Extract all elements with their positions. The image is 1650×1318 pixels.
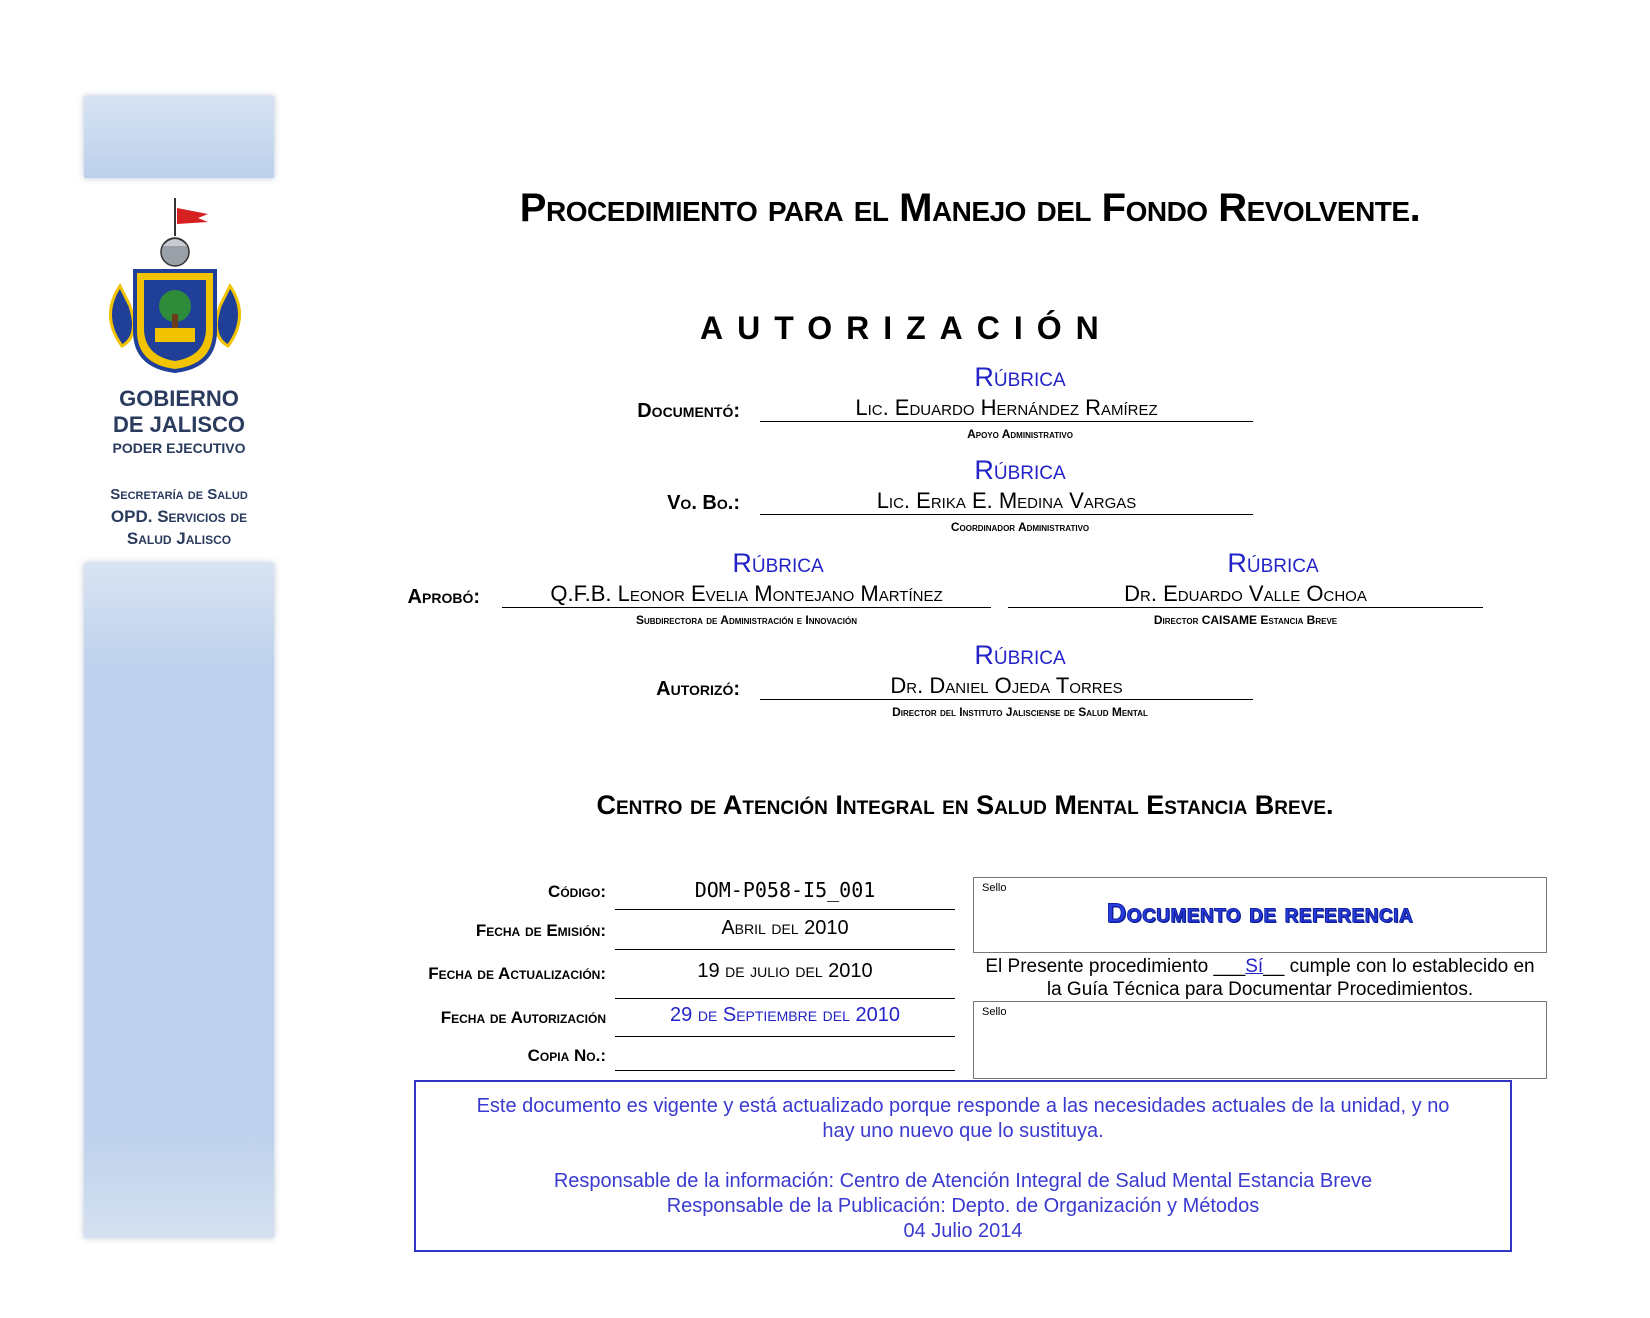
codigo-label: Código:	[548, 882, 606, 901]
codigo-value: DOM-P058-I5_001	[615, 878, 955, 910]
documento-name: Lic. Eduardo Hernández Ramírez	[760, 395, 1253, 422]
sello-label-top: Sello	[982, 882, 1007, 894]
autorizacion-value: 29 de Septiembre del 2010	[615, 1004, 955, 1037]
copia-label: Copia No.:	[527, 1046, 606, 1065]
rubrica-documento: Rúbrica	[974, 362, 1066, 392]
rubrica-vobo: Rúbrica	[974, 455, 1066, 485]
responsable-informacion: Responsable de la información: Centro de Atención Integral de Salud Mental Estancia Breve	[553, 1170, 1373, 1192]
vobo-label: Vo. Bo.:	[667, 492, 740, 514]
page-title: Procedimiento para el Manejo del Fondo Revolvente.	[519, 186, 1421, 230]
responsable-publicacion: Responsable de la Publicación: Depto. de Organización y Métodos	[666, 1195, 1260, 1217]
publication-date: 04 Julio 2014	[903, 1220, 1023, 1242]
aprobo-right-position: Director CAISAME Estancia Breve	[1153, 613, 1338, 627]
aprobo-left-name: Q.F.B. Leonor Evelia Montejano Martínez	[502, 581, 991, 608]
jalisco-coat-of-arms-logo	[100, 196, 250, 378]
rubrica-autorizo: Rúbrica	[974, 640, 1066, 670]
government-name: GOBIERNO DE JALISCO	[112, 386, 246, 437]
aprobo-label: Aprobó:	[407, 586, 480, 608]
vigencia-line1: Este documento es vigente y está actualizado porque responde a las necesidades actuales de la unidad, y no	[476, 1095, 1450, 1117]
copia-value	[615, 1040, 955, 1071]
autorizo-position: Director del Instituto Jalisciense de Salud Mental	[892, 705, 1148, 719]
autorizacion-heading: AUTORIZACIÓN	[700, 310, 1113, 346]
sello-box-top	[973, 877, 1547, 953]
vobo-name: Lic. Erika E. Medina Vargas	[760, 488, 1253, 515]
presente-statement: El Presente procedimiento ___Sí__ cumple con lo establecido en la Guía Técnica para Documentar Procedimientos.	[985, 956, 1535, 1000]
government-branch: PODER EJECUTIVO	[112, 440, 246, 456]
si-answer: Sí	[1245, 956, 1264, 977]
vigencia-line2: hay uno nuevo que lo sustituya.	[822, 1120, 1104, 1142]
aprobo-right-name: Dr. Eduardo Valle Ochoa	[1008, 581, 1483, 608]
vigencia-footer-box	[414, 1080, 1512, 1252]
secretaria-label: Secretaría de Salud OPD. Servicios de Salud Jalisco	[110, 486, 248, 548]
rubrica-aprobo-left: Rúbrica	[732, 548, 824, 578]
aprobo-left-position: Subdirectora de Administración e Innovación	[635, 613, 858, 627]
documento-label: Documentó:	[637, 400, 740, 422]
documento-de-referencia-stamp: Documento de referencia	[1106, 898, 1414, 928]
sidebar-bottom-bar	[84, 563, 274, 1238]
emision-value: Abril del 2010	[615, 917, 955, 950]
centro-heading: Centro de Atención Integral en Salud Mental Estancia Breve.	[596, 790, 1334, 820]
sello-label-bottom: Sello	[982, 1006, 1007, 1018]
autorizacion-label: Fecha de Autorización	[440, 1008, 606, 1027]
autorizo-label: Autorizó:	[656, 678, 740, 700]
vobo-position: Coordinador Administrativo	[950, 520, 1090, 534]
actualizacion-value: 19 de julio del 2010	[615, 960, 955, 999]
documento-position: Apoyo Administrativo	[967, 427, 1073, 441]
rubrica-aprobo-right: Rúbrica	[1227, 548, 1319, 578]
autorizo-name: Dr. Daniel Ojeda Torres	[760, 673, 1253, 700]
sello-box-bottom	[973, 1001, 1547, 1079]
emision-label: Fecha de Emisión:	[475, 921, 606, 940]
actualizacion-label: Fecha de Actualización:	[428, 964, 606, 983]
sidebar-top-bar	[84, 96, 274, 178]
